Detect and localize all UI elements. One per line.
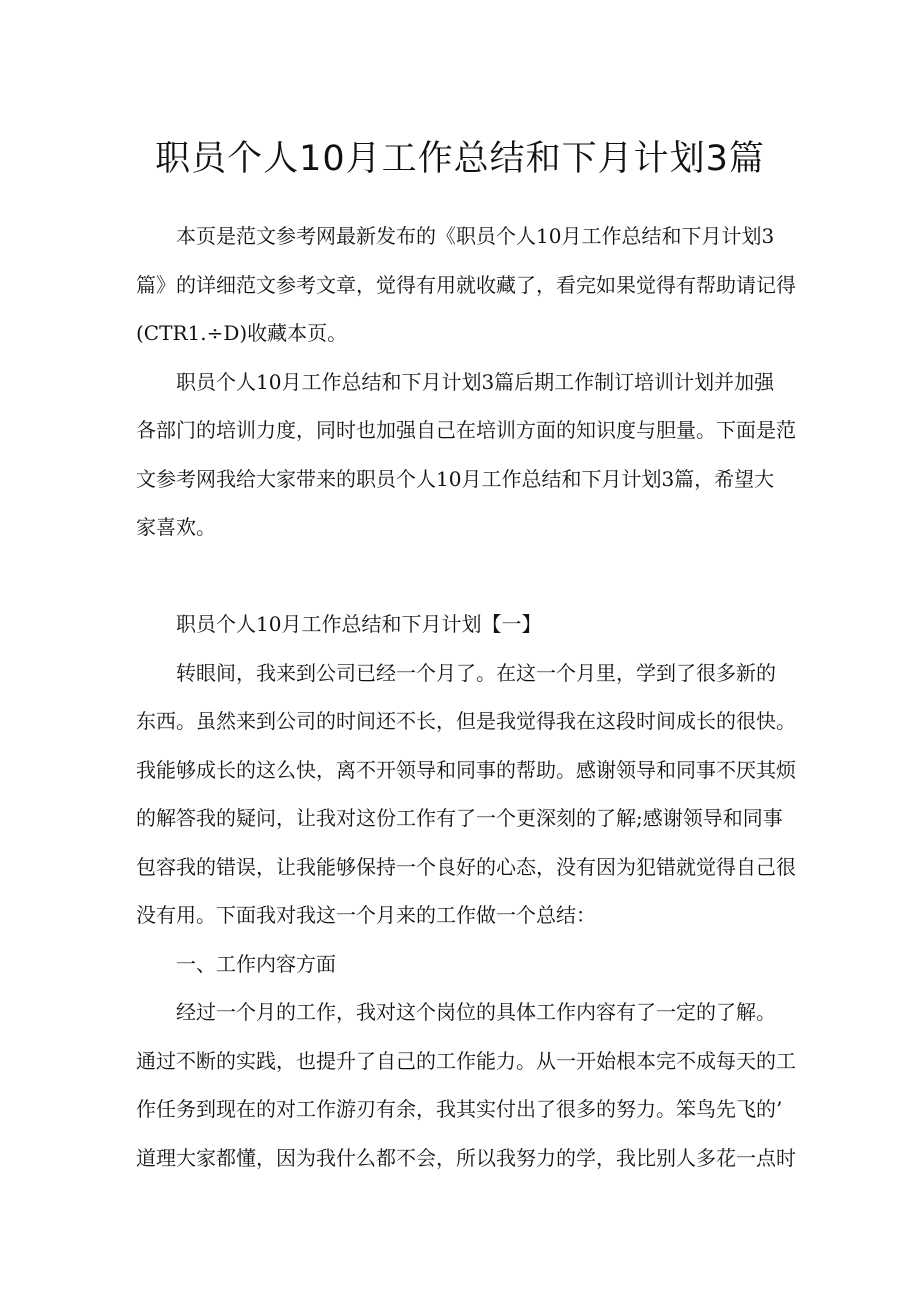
summary-line-1: 职员个人10月工作总结和下月计划3篇后期工作制订培训计划并加强 [176,369,775,394]
work-line-4: 道理大家都懂，因为我什么都不会，所以我努力的学，我比别人多花一点时 [136,1145,796,1170]
blank-gap [136,552,796,601]
intro-line-1: 本页是范文参考网最新发布的《职员个人10月工作总结和下月计划3 [176,224,775,248]
document-title: 职员个人10月工作总结和下月计划3篇 [155,139,765,179]
summary-line-3: 文参考网我给大家带来的职员个人10月工作总结和下月计划3篇，希望大 [136,466,775,491]
work-line-2: 通过不断的实践，也提升了自己的工作能力。从一开始根本完不成每天的工 [136,1048,796,1073]
paragraph-line-5: 包容我的错误，让我能够保持一个良好的心态，没有因为犯错就觉得自己很 [136,854,796,879]
section-heading: 职员个人10月工作总结和下月计划【一】 [176,612,542,636]
intro-line-3: (CTR1.÷D)收藏本页。 [136,321,348,345]
work-line-3: 作任务到现在的对工作游刃有余，我其实付出了很多的努力。笨鸟先飞的’ [136,1097,783,1121]
document-body [136,212,796,1182]
paragraph-line-3: 我能够成长的这么快，离不开领导和同事的帮助。感谢领导和同事不厌其烦 [136,757,796,782]
paragraph-line-4: 的解答我的疑问，让我对这份工作有了一个更深刻的了解;感谢领导和同事 [136,806,783,830]
paragraph-line-1: 转眼间，我来到公司已经一个月了。在这一个月里，学到了很多新的 [176,660,776,685]
summary-line-4: 家喜欢。 [136,515,216,539]
work-line-1: 经过一个月的工作，我对这个岗位的具体工作内容有了一定的了解。 [176,1000,776,1024]
intro-line-2: 篇》的详细范文参考文章，觉得有用就收藏了，看完如果觉得有帮助请记得 [136,272,796,297]
summary-line-2: 各部门的培训力度，同时也加强自己在培训方面的知识度与胆量。下面是范 [136,418,796,442]
paragraph-line-6: 没有用。下面我对我这一个月来的工作做一个总结： [136,903,596,927]
paragraph-line-2: 东西。虽然来到公司的时间还不长，但是我觉得我在这段时间成长的很快。 [136,709,796,733]
subheading-work-content: 一、工作内容方面 [176,951,336,976]
